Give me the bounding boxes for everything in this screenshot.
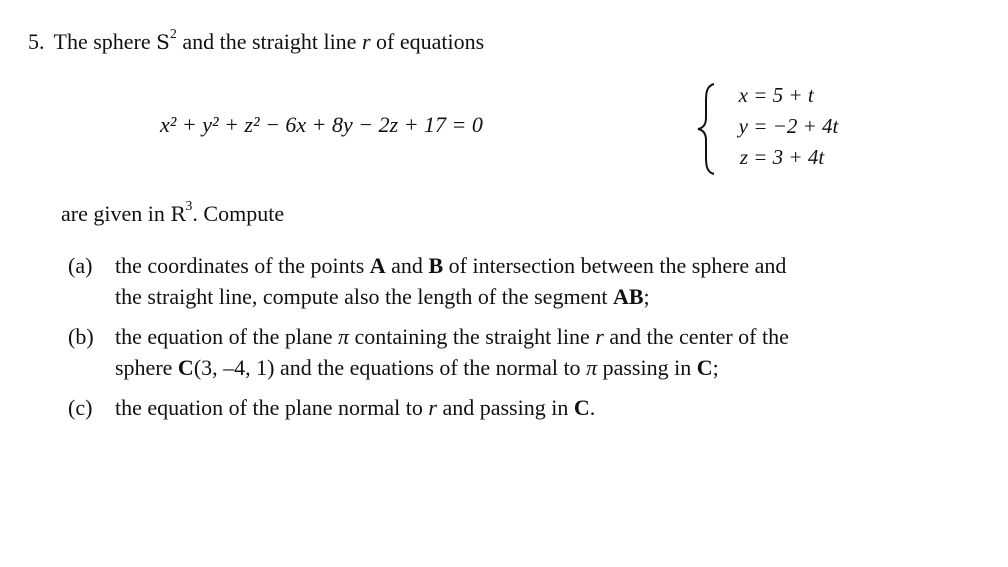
sphere-symbol: S xyxy=(156,30,170,54)
line-equation-system xyxy=(692,80,892,178)
intro-suffix: of equations xyxy=(376,29,485,54)
given-prefix: are given in xyxy=(61,201,165,226)
problem-intro xyxy=(28,28,484,56)
line-equation-x: x = 5 + t xyxy=(738,83,814,107)
item-b-line-2: sphere C(3, –4, 1) and the equations of the normal to π passing in C; xyxy=(115,355,719,380)
intro-middle: and the straight line xyxy=(182,29,357,54)
item-c-label: (c) xyxy=(68,395,93,420)
line-equation-y: y = −2 + 4t xyxy=(738,114,839,138)
item-b-line-1: the equation of the plane π containing the straight line r and the center of the xyxy=(115,324,789,349)
item-c-line-1: the equation of the plane normal to r and passing in C. xyxy=(115,395,596,420)
sphere-exponent: 2 xyxy=(169,26,177,42)
given-in-line xyxy=(61,200,284,228)
item-a-label: (a) xyxy=(68,253,93,278)
line-symbol: r xyxy=(361,29,371,54)
intro-prefix: The sphere xyxy=(53,29,151,54)
space-symbol: R xyxy=(170,202,186,226)
given-suffix: . Compute xyxy=(192,201,285,226)
left-brace-icon xyxy=(692,80,722,178)
sphere-equation: x² + y² + z² − 6x + 8y − 2z + 17 = 0 xyxy=(160,112,483,137)
item-a-line-2: the straight line, compute also the length of the segment AB; xyxy=(115,284,650,309)
line-equation-z: z = 3 + 4t xyxy=(739,145,825,169)
item-a-line-1: the coordinates of the points A and B of intersection between the sphere and xyxy=(115,253,787,278)
problem-number: 5. xyxy=(28,29,45,54)
space-exponent: 3 xyxy=(185,198,193,214)
item-b-label: (b) xyxy=(68,324,94,349)
